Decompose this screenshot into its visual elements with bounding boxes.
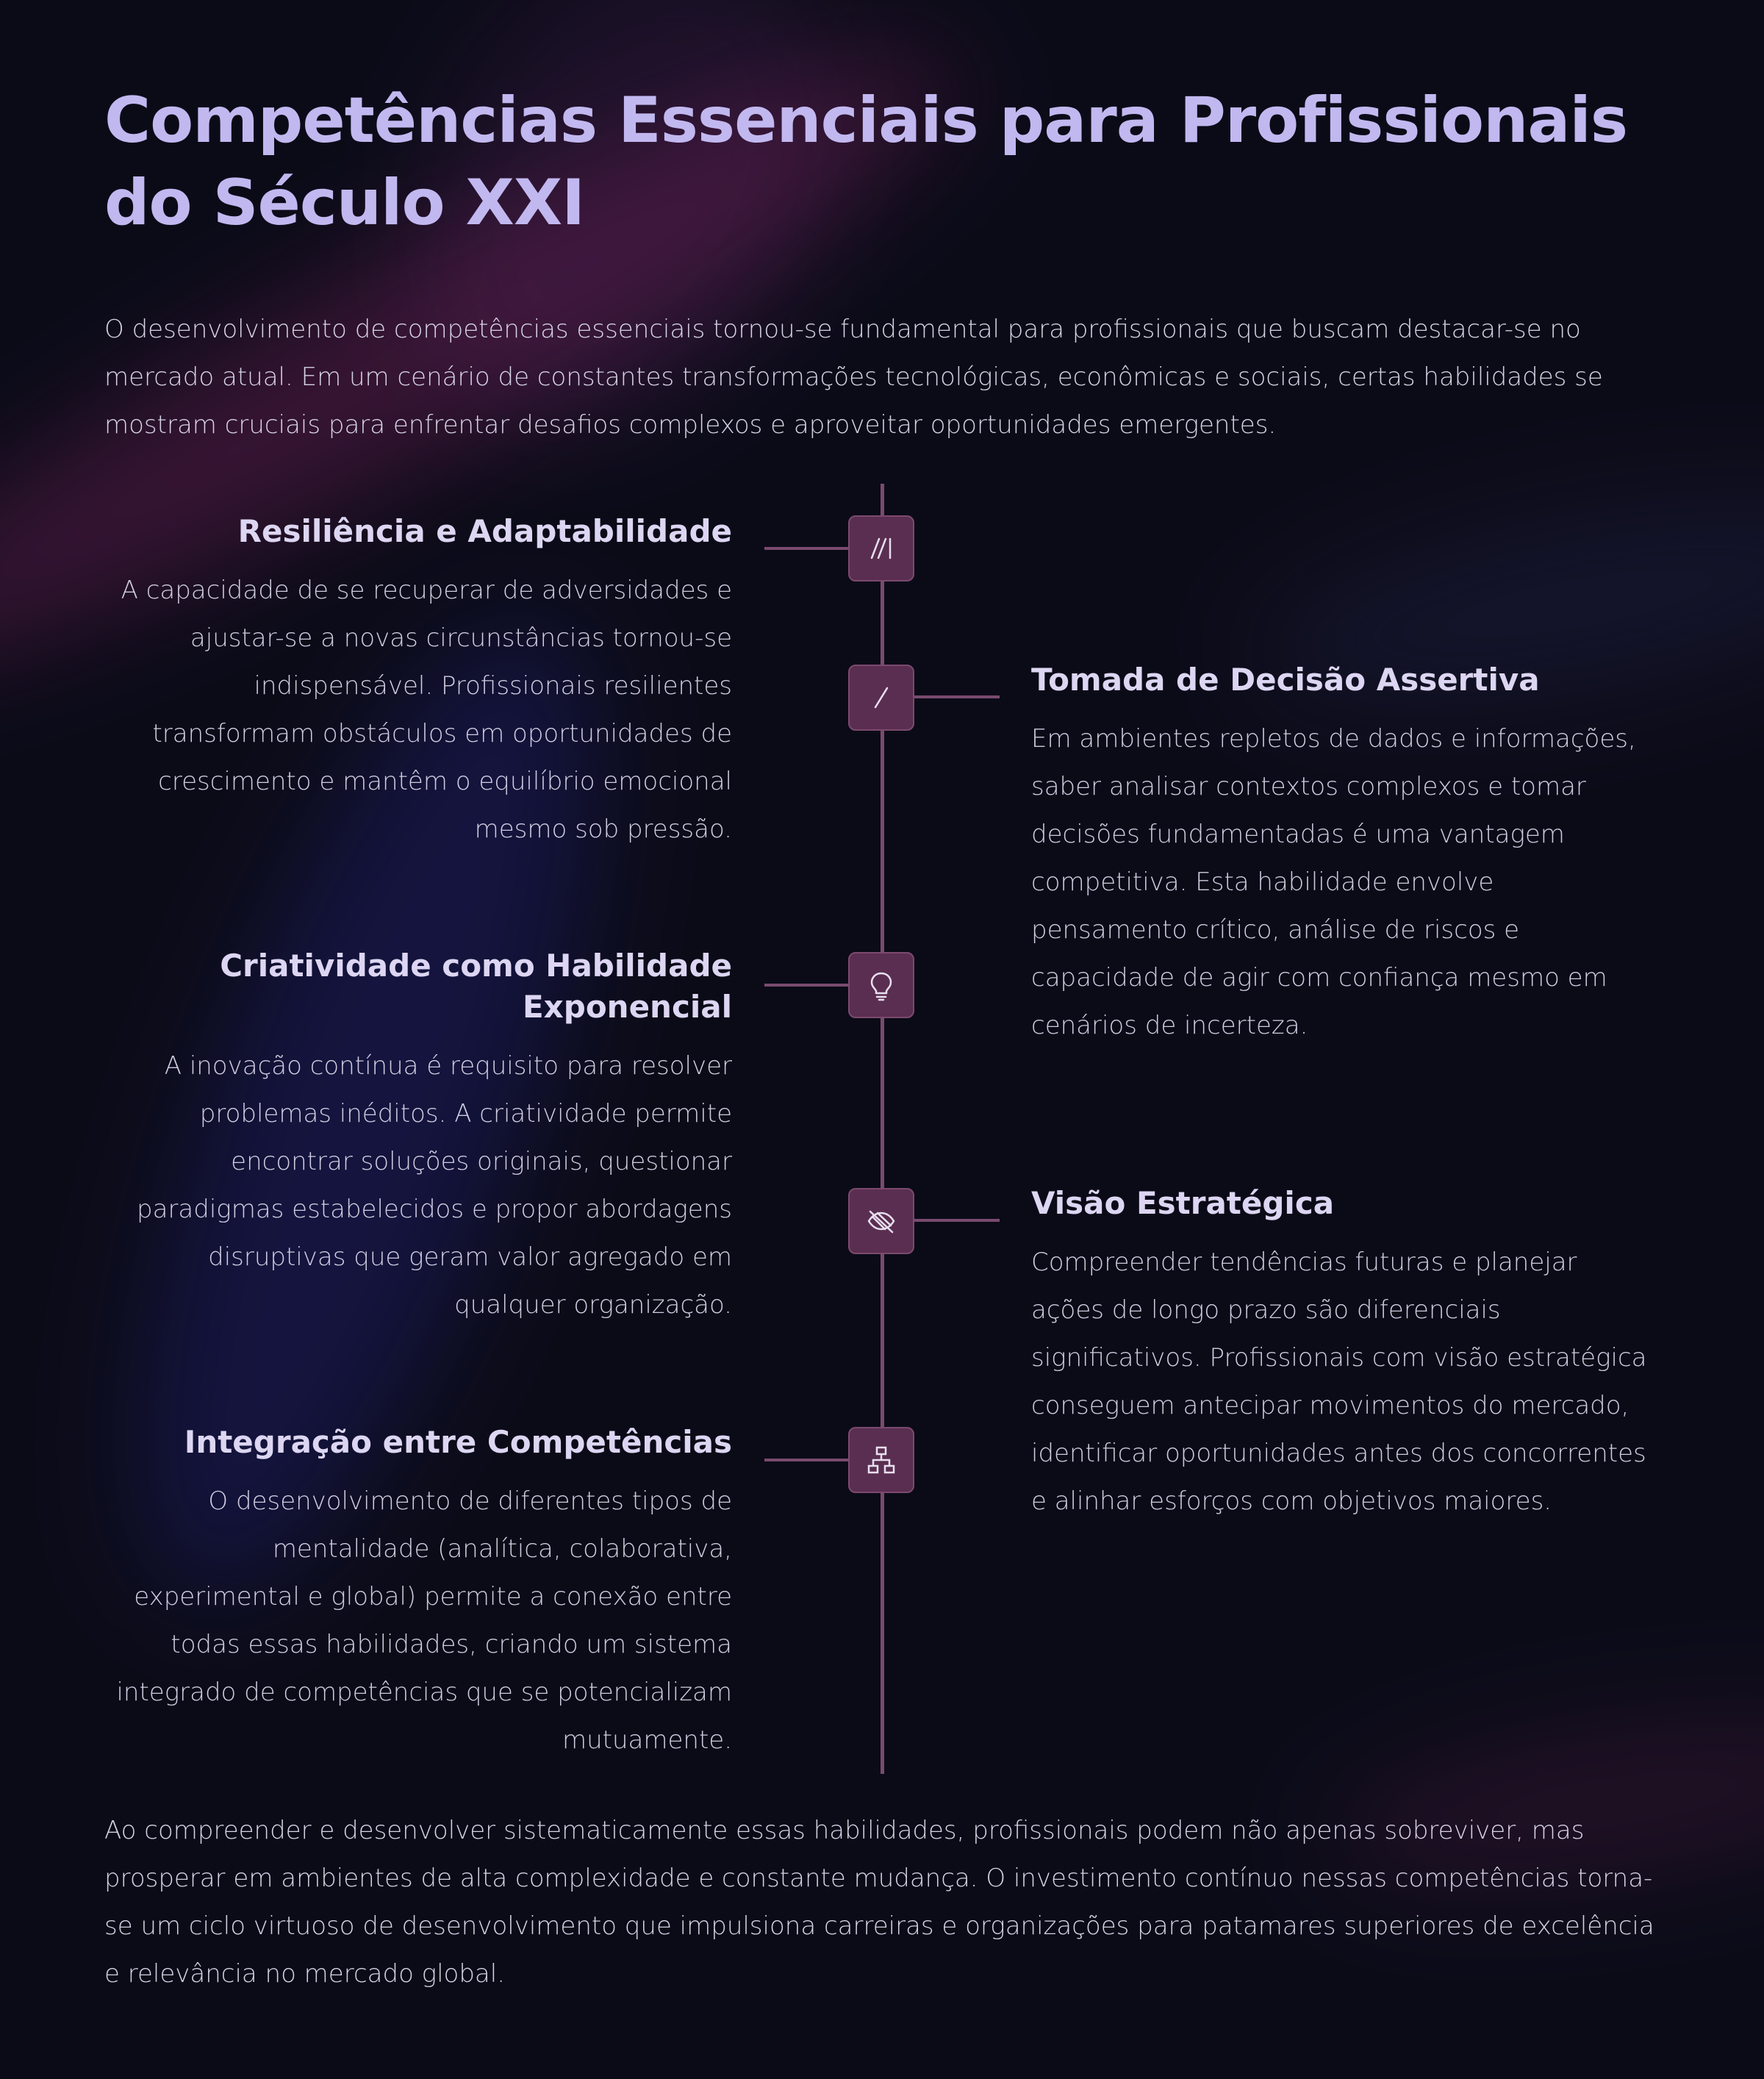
item-text: Em ambientes repletos de dados e informações, saber analisar contextos complexos e tomar decisões fundamentadas é uma vantagem competitiva. Esta habilidade envolve pensamento crítico, análise de riscos e capacidade de agir com confiança mesmo em cenários de incerteza. <box>1031 724 1636 1040</box>
item-heading: Integração entre Competências <box>184 1424 732 1460</box>
timeline-marker <box>848 1427 914 1493</box>
item-heading: Resiliência e Adaptabilidade <box>237 513 732 549</box>
slashes-icon <box>863 530 900 567</box>
eye-off-icon <box>863 1203 900 1239</box>
timeline-connector <box>764 547 853 550</box>
page-title: Competências Essenciais para Profissionais do Século XXI <box>104 84 1628 240</box>
item-heading: Criatividade como Habilidade Exponencial <box>220 948 732 1025</box>
item-text: Compreender tendências futuras e planejar ações de longo prazo são diferenciais significativos. Profissionais com visão estratégica conseguem antecipar movimentos do mercado, identificar oportunidades antes dos concorrentes e alinhar esforços com objetivos maiores. <box>1031 1248 1647 1516</box>
lightbulb-icon <box>863 967 900 1003</box>
timeline-marker <box>848 1188 914 1254</box>
item-heading: Tomada de Decisão Assertiva <box>1031 662 1540 698</box>
timeline-item <box>100 1422 732 1764</box>
network-icon <box>863 1442 900 1478</box>
timeline-connector <box>914 695 1000 698</box>
item-text: A capacidade de se recuperar de adversidades e ajustar-se a novas circunstâncias tornou-se indispensável. Profissionais resilientes transformam obstáculos em oportunidades de crescimento e mantêm o equilíbrio emocional mesmo sob pressão. <box>121 576 732 844</box>
timeline-marker <box>848 952 914 1018</box>
timeline-connector <box>764 1459 853 1461</box>
intro-paragraph: O desenvolvimento de competências essenciais tornou-se fundamental para profissionais que buscam destacar-se no mercado atual. Em um cenário de constantes transformações tecnológicas, econômicas e sociais, certas habilidades se mostram cruciais para enfrentar desafios complexos e aproveitar oportunidades emergentes. <box>104 315 1603 440</box>
timeline-connector <box>914 1219 1000 1222</box>
timeline-item <box>1031 659 1652 1050</box>
timeline-item <box>1031 1183 1652 1525</box>
conclusion-paragraph: Ao compreender e desenvolver sistematicamente essas habilidades, profissionais podem não apenas sobreviver, mas prosperar em ambientes de alta complexidade e constante mudança. O investimento contínuo nessas competências torna-se um ciclo virtuoso de desenvolvimento que impulsiona carreiras e organizações para patamares superiores de excelência e relevância no mercado global. <box>104 1816 1654 1989</box>
timeline-item <box>100 511 732 854</box>
timeline-connector <box>764 984 853 987</box>
timeline-item <box>100 945 732 1329</box>
item-text: O desenvolvimento de diferentes tipos de mentalidade (analítica, colaborativa, experimental e global) permite a conexão entre todas essas habilidades, criando um sistema integrado de competências que se potencializam mutuamente. <box>116 1486 732 1755</box>
timeline-marker <box>848 665 914 731</box>
timeline-marker <box>848 515 914 582</box>
item-text: A inovação contínua é requisito para resolver problemas inéditos. A criatividade permite encontrar soluções originais, questionar paradigmas estabelecidos e propor abordagens disruptivas que geram valor agregado em qualquer organização. <box>137 1051 732 1320</box>
slash-icon <box>863 679 900 716</box>
item-heading: Visão Estratégica <box>1031 1185 1335 1221</box>
